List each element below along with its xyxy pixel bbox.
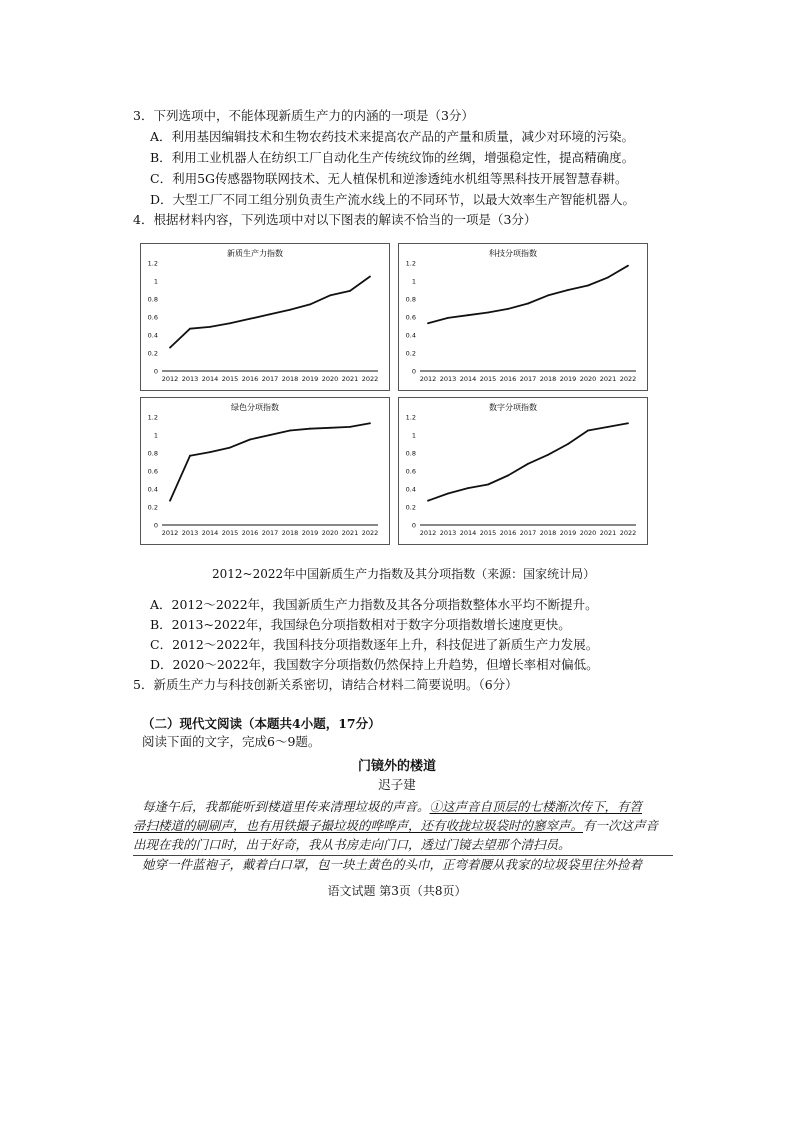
- y-tick-label: 0.2: [147, 349, 158, 358]
- chart-title: 新质生产力指数: [227, 249, 283, 258]
- y-tick-label: 0.2: [405, 349, 416, 358]
- data-point: [329, 295, 331, 297]
- y-tick-label: 0.8: [147, 295, 158, 304]
- x-tick-label: 2014: [459, 375, 477, 383]
- data-point: [587, 430, 589, 432]
- data-point: [627, 265, 629, 267]
- q4-option-d: D．2020～2022年，我国数字分项指数仍然保持上升趋势，但增长率相对偏低。: [150, 657, 599, 672]
- data-point: [369, 276, 371, 278]
- x-tick-label: 2016: [499, 529, 517, 537]
- data-point: [567, 443, 569, 445]
- y-tick-label: 0.2: [147, 503, 158, 512]
- x-tick-label: 2017: [519, 375, 537, 383]
- x-tick-label: 2018: [281, 529, 299, 537]
- data-point: [447, 493, 449, 495]
- y-tick-label: 0.8: [405, 449, 416, 458]
- x-tick-label: 2022: [619, 375, 637, 383]
- y-tick-label: 0.4: [405, 331, 416, 340]
- x-tick-label: 2015: [221, 375, 239, 383]
- data-point: [507, 475, 509, 477]
- chart-1-svg: [398, 243, 648, 391]
- y-tick-label: 1.2: [405, 413, 416, 422]
- q3-option-a: A．利用基因编辑技术和生物农药技术来提高农产品的产量和质量，减少对环境的污染。: [150, 129, 635, 144]
- y-tick-label: 1: [153, 431, 158, 440]
- data-point: [209, 326, 211, 328]
- x-tick-label: 2019: [559, 529, 577, 537]
- data-point: [289, 430, 291, 432]
- x-tick-label: 2021: [599, 375, 617, 383]
- data-point: [587, 285, 589, 287]
- x-tick-label: 2022: [361, 529, 379, 537]
- q4-stem: 4．根据材料内容，下列选项中对以下图表的解读不恰当的一项是（3分）: [133, 212, 537, 227]
- chart-green-index: [140, 397, 390, 545]
- data-point: [527, 303, 529, 305]
- x-tick-label: 2022: [361, 375, 379, 383]
- data-point: [547, 295, 549, 297]
- x-tick-label: 2019: [559, 375, 577, 383]
- x-tick-label: 2019: [301, 375, 319, 383]
- x-tick-label: 2017: [519, 529, 537, 537]
- p1-underlined-sentence-1: ①这声音自顶层的七楼渐次传下，有笤: [429, 799, 643, 814]
- x-tick-label: 2015: [479, 375, 497, 383]
- section-heading: （二）现代文阅读（本题共4小题，17分）: [142, 716, 381, 731]
- x-tick-label: 2012: [161, 375, 179, 383]
- data-point: [229, 322, 231, 324]
- x-tick-label: 2013: [439, 529, 457, 537]
- chart-0-svg: [140, 243, 390, 391]
- p1-underlined-sentence-2: 帚扫楼道的刷刷声，也有用铁撮子撮垃圾的哗哗声，还有收拢垃圾袋时的窸窣声。: [133, 818, 584, 833]
- q3-option-b: B．利用工业机器人在纺织工厂自动化生产传统纹饰的丝绸，增强稳定性，提高精确度。: [150, 150, 635, 165]
- data-point: [309, 304, 311, 306]
- x-tick-label: 2014: [201, 375, 219, 383]
- q3-option-c: C．利用5G传感器物联网技术、无人植保机和逆渗透纯水机组等黑科技开展智慧春耕。: [150, 171, 628, 186]
- y-tick-label: 1: [411, 431, 416, 440]
- figure-caption: 2012~2022年中国新质生产力指数及其分项指数（来源：国家统计局）: [212, 567, 596, 581]
- story-paragraph-1-line-2: [133, 818, 658, 834]
- chart-title: 科技分项指数: [489, 249, 537, 258]
- section-instruction: 阅读下面的文字，完成6～9题。: [142, 734, 321, 749]
- chart-new-productivity-index: [140, 243, 390, 391]
- x-tick-label: 2021: [599, 529, 617, 537]
- x-tick-label: 2020: [321, 529, 339, 537]
- data-point: [627, 422, 629, 424]
- x-tick-label: 2012: [419, 529, 437, 537]
- story-title: 门镜外的楼道: [357, 759, 436, 774]
- q4-option-b: B．2013~2022年，我国绿色分项指数相对于数字分项指数增长速度更快。: [150, 617, 571, 632]
- data-point: [487, 312, 489, 314]
- story-paragraph-2-line-1: 她穿一件蓝袍子，戴着白口罩，包一块土黄色的头巾，正弯着腰从我家的垃圾袋里往外捡着: [142, 857, 643, 872]
- x-tick-label: 2013: [181, 375, 199, 383]
- chart-title: 数字分项指数: [489, 403, 537, 412]
- data-point: [169, 500, 171, 502]
- data-point: [169, 347, 171, 349]
- x-tick-label: 2016: [241, 529, 259, 537]
- data-point: [427, 500, 429, 502]
- data-point: [189, 455, 191, 457]
- y-tick-label: 0: [411, 367, 416, 376]
- q3-option-d: D．大型工厂不同工组分别负责生产流水线上的不同环节，以最大效率生产智能机器人。: [150, 192, 636, 207]
- x-tick-label: 2012: [419, 375, 437, 383]
- y-tick-label: 0.8: [147, 449, 158, 458]
- data-point: [229, 447, 231, 449]
- y-tick-label: 0.6: [405, 313, 416, 322]
- y-tick-label: 1: [411, 277, 416, 286]
- story-author: 迟子建: [378, 777, 416, 792]
- chart-frame: [141, 398, 390, 545]
- page-footer: 语文试题 第3页（共8页）: [327, 884, 467, 898]
- chart-tech-index: [398, 243, 648, 391]
- chart-frame: [399, 244, 648, 391]
- x-tick-label: 2014: [201, 529, 219, 537]
- series-line: [170, 277, 370, 348]
- y-tick-label: 0.6: [147, 467, 158, 476]
- x-tick-label: 2018: [539, 529, 557, 537]
- story-paragraph-1-line-3: 出现在我的门口时，出于好奇，我从书房走向门口，透过门镜去望那个清扫员。: [133, 837, 571, 852]
- chart-frame: [399, 398, 648, 545]
- x-tick-label: 2012: [161, 529, 179, 537]
- data-point: [527, 463, 529, 465]
- q3-stem: 3．下列选项中，不能体现新质生产力的内涵的一项是（3分）: [133, 108, 474, 123]
- y-tick-label: 1.2: [147, 413, 158, 422]
- data-point: [269, 434, 271, 436]
- x-tick-label: 2021: [341, 529, 359, 537]
- y-tick-label: 0.4: [405, 485, 416, 494]
- chart-2-svg: [140, 397, 390, 545]
- data-point: [209, 451, 211, 453]
- p1-plain-b: 有一次这声音: [583, 818, 659, 833]
- y-tick-label: 0.4: [147, 331, 158, 340]
- y-tick-label: 0: [153, 521, 158, 530]
- q4-option-c: C．2012～2022年，我国科技分项指数逐年上升，科技促进了新质生产力发展。: [150, 637, 599, 652]
- data-point: [487, 484, 489, 486]
- y-tick-label: 1.2: [405, 259, 416, 268]
- data-point: [427, 322, 429, 324]
- chart-3-svg: [398, 397, 648, 545]
- data-point: [369, 422, 371, 424]
- series-line: [428, 266, 628, 324]
- x-tick-label: 2013: [439, 375, 457, 383]
- data-point: [289, 309, 291, 311]
- data-point: [309, 428, 311, 430]
- x-tick-label: 2022: [619, 529, 637, 537]
- x-tick-label: 2015: [479, 529, 497, 537]
- x-tick-label: 2013: [181, 529, 199, 537]
- data-point: [249, 439, 251, 441]
- x-tick-label: 2014: [459, 529, 477, 537]
- data-point: [349, 426, 351, 428]
- x-tick-label: 2020: [321, 375, 339, 383]
- story-paragraph-1-line-1: [142, 799, 642, 815]
- data-point: [607, 426, 609, 428]
- q5-stem: 5．新质生产力与科技创新关系密切，请结合材料二简要说明。（6分）: [133, 677, 518, 692]
- y-tick-label: 0.2: [405, 503, 416, 512]
- data-point: [607, 277, 609, 279]
- y-tick-label: 0.4: [147, 485, 158, 494]
- x-tick-label: 2020: [579, 529, 597, 537]
- x-tick-label: 2020: [579, 375, 597, 383]
- x-tick-label: 2017: [261, 375, 279, 383]
- chart-title: 绿色分项指数: [231, 403, 279, 412]
- data-point: [269, 313, 271, 315]
- data-point: [189, 328, 191, 330]
- data-point: [447, 317, 449, 319]
- y-tick-label: 0.8: [405, 295, 416, 304]
- paragraph-divider: [133, 855, 673, 856]
- x-tick-label: 2017: [261, 529, 279, 537]
- y-tick-label: 0: [411, 521, 416, 530]
- x-tick-label: 2015: [221, 529, 239, 537]
- data-point: [467, 487, 469, 489]
- x-tick-label: 2021: [341, 375, 359, 383]
- data-point: [507, 308, 509, 310]
- data-point: [249, 318, 251, 320]
- series-line: [428, 423, 628, 500]
- x-tick-label: 2016: [499, 375, 517, 383]
- y-tick-label: 1.2: [147, 259, 158, 268]
- data-point: [467, 314, 469, 316]
- chart-digital-index: [398, 397, 648, 545]
- data-point: [567, 289, 569, 291]
- y-tick-label: 0: [153, 367, 158, 376]
- data-point: [349, 290, 351, 292]
- data-point: [547, 454, 549, 456]
- x-tick-label: 2019: [301, 529, 319, 537]
- x-tick-label: 2016: [241, 375, 259, 383]
- x-tick-label: 2018: [539, 375, 557, 383]
- y-tick-label: 0.6: [147, 313, 158, 322]
- y-tick-label: 0.6: [405, 467, 416, 476]
- p1-plain-a: 每逢午后，我都能听到楼道里传来清理垃圾的声音。: [142, 799, 430, 814]
- x-tick-label: 2018: [281, 375, 299, 383]
- data-point: [329, 427, 331, 429]
- y-tick-label: 1: [153, 277, 158, 286]
- q4-option-a: A．2012～2022年，我国新质生产力指数及其各分项指数整体水平均不断提升。: [150, 597, 598, 612]
- chart-frame: [141, 244, 390, 391]
